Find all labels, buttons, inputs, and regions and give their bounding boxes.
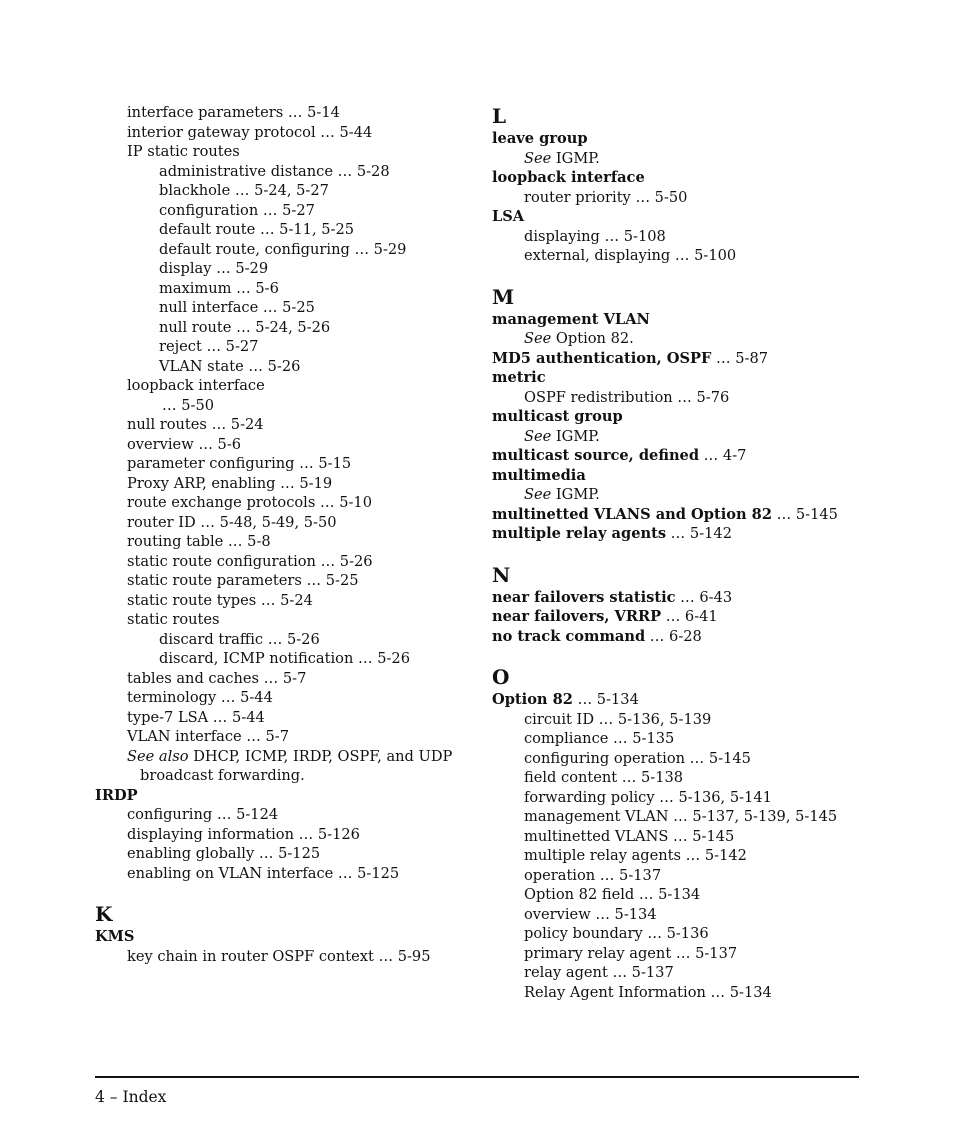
entry-text: parameter configuring … 5-15	[127, 455, 352, 472]
index-subentry	[95, 727, 475, 747]
index-letter-heading: M	[492, 284, 515, 309]
entry-text: multiple relay agents … 5-142	[524, 847, 747, 864]
entry-term: multimedia	[492, 466, 586, 484]
index-subentry	[95, 864, 475, 884]
index-subentry	[95, 337, 475, 357]
index-subentry	[95, 181, 475, 201]
index-subentry	[95, 298, 475, 318]
index-subentry	[95, 123, 475, 143]
entry-text: interface parameters … 5-14	[127, 104, 340, 121]
index-subentry	[95, 552, 475, 572]
index-subentry	[95, 415, 475, 435]
entry-text: static route parameters … 5-25	[127, 572, 359, 589]
entry-text: management VLAN … 5-137, 5-139, 5-145	[524, 808, 838, 825]
index-subentry	[95, 396, 475, 416]
entry-term: multicast group	[492, 408, 623, 425]
section-gap	[492, 266, 872, 284]
entry-text: operation … 5-137	[524, 866, 662, 884]
index-main-entry	[492, 168, 872, 188]
index-subentry	[95, 318, 475, 338]
entry-see-ref: See	[524, 427, 552, 445]
index-subentry	[492, 827, 872, 847]
page-footer: 4 – Index	[95, 1088, 167, 1106]
entry-text: enabling on VLAN interface … 5-125	[127, 864, 400, 882]
entry-term: multinetted VLANS and Option 82	[492, 505, 772, 523]
entry-text: displaying … 5-108	[524, 227, 666, 245]
index-subentry	[95, 610, 475, 630]
entry-text: default route … 5-11, 5-25	[159, 221, 355, 238]
entry-text: external, displaying … 5-100	[524, 247, 737, 264]
index-subentry	[95, 201, 475, 221]
index-subentry	[95, 688, 475, 708]
entry-text: administrative distance … 5-28	[159, 162, 390, 180]
index-subentry	[95, 825, 475, 845]
entry-text: IP static routes	[127, 143, 240, 160]
entry-text: static routes	[127, 611, 220, 628]
index-main-entry	[492, 368, 872, 388]
entry-term: near failovers statistic	[492, 588, 676, 606]
index-subentry	[95, 240, 475, 260]
index-subentry	[95, 805, 475, 825]
entry-text: multinetted VLANS … 5-145	[524, 827, 735, 845]
index-letter-heading: O	[492, 665, 510, 689]
entry-text: relay agent … 5-137	[524, 964, 674, 981]
index-subentry	[95, 142, 475, 162]
entry-text: configuring operation … 5-145	[524, 749, 751, 767]
entry-term: near failovers, VRRP	[492, 608, 662, 625]
entry-text: routing table … 5-8	[127, 533, 271, 550]
entry-text: … 5-134	[572, 691, 639, 708]
entry-text: discard, ICMP notification … 5-26	[159, 650, 411, 667]
index-main-entry	[492, 349, 872, 369]
index-main-entry	[492, 310, 872, 330]
index-main-entry	[492, 524, 872, 544]
index-subentry	[492, 924, 872, 944]
index-main-entry	[492, 207, 872, 227]
entry-term: loopback interface	[492, 169, 645, 186]
entry-term: no track command	[492, 627, 646, 645]
index-subentry	[95, 357, 475, 377]
entry-term: IRDP	[95, 786, 138, 804]
index-subentry	[492, 729, 872, 749]
index-subentry	[95, 259, 475, 279]
entry-text: policy boundary … 5-136	[524, 925, 709, 942]
entry-text: … 4-7	[699, 447, 747, 464]
entry-text: maximum … 5-6	[159, 279, 279, 297]
index-subentry	[492, 246, 872, 266]
entry-text: blackhole … 5-24, 5-27	[159, 182, 329, 199]
index-main-entry	[492, 129, 872, 149]
entry-text: circuit ID … 5-136, 5-139	[524, 710, 712, 728]
index-subentry	[492, 846, 872, 866]
entry-text: static route configuration … 5-26	[127, 552, 373, 570]
entry-text: compliance … 5-135	[524, 730, 675, 747]
index-subentry	[492, 149, 872, 169]
entry-text: discard traffic … 5-26	[159, 630, 320, 648]
entry-text: displaying information … 5-126	[127, 825, 360, 843]
index-subentry	[492, 485, 872, 505]
entry-text: Option 82 field … 5-134	[524, 886, 701, 903]
entry-term: MD5 authentication, OSPF	[492, 349, 712, 367]
entry-text: … 5-145	[771, 505, 838, 523]
index-main-entry	[492, 446, 872, 466]
index-subentry	[95, 454, 475, 474]
entry-text: … 5-142	[666, 525, 732, 542]
index-subentry	[492, 885, 872, 905]
index-main-entry	[95, 786, 475, 806]
entry-see-ref: See	[524, 149, 552, 167]
index-subentry	[95, 474, 475, 494]
index-subentry	[95, 376, 475, 396]
index-column-left	[95, 103, 475, 966]
entry-text: … 5-50	[162, 396, 215, 414]
index-subentry	[492, 427, 872, 447]
index-subentry	[492, 807, 872, 827]
entry-text: … 5-87	[711, 349, 769, 367]
entry-text: null routes … 5-24	[127, 416, 264, 433]
entry-term: leave group	[492, 130, 588, 147]
index-letter-heading: K	[95, 902, 113, 926]
index-main-entry	[492, 505, 872, 525]
index-main-entry	[492, 607, 872, 627]
entry-text: … 6-43	[675, 588, 733, 606]
index-subentry	[95, 435, 475, 455]
entry-term: multiple relay agents	[492, 525, 667, 542]
entry-text: enabling globally … 5-125	[127, 845, 321, 862]
index-subentry	[492, 329, 872, 349]
index-main-entry	[492, 466, 872, 486]
entry-term: KMS	[95, 928, 135, 945]
entry-text: key chain in router OSPF context … 5-95	[127, 947, 431, 965]
index-main-entry	[95, 927, 475, 947]
entry-text: configuring … 5-124	[127, 806, 279, 823]
index-subentry	[492, 388, 872, 408]
index-subentry	[492, 905, 872, 925]
entry-term: multicast source, defined	[492, 447, 700, 464]
entry-term: management VLAN	[492, 310, 650, 328]
index-subentry	[95, 708, 475, 728]
index-main-entry	[492, 690, 872, 710]
entry-text: … 6-28	[645, 627, 702, 645]
index-subentry	[492, 749, 872, 769]
index-subentry	[95, 279, 475, 299]
index-subentry	[492, 983, 872, 1003]
entry-text: Relay Agent Information … 5-134	[524, 983, 772, 1001]
entry-text: interior gateway protocol … 5-44	[127, 123, 373, 141]
index-letter-heading: N	[492, 562, 511, 587]
entry-see-ref: See also	[127, 747, 189, 765]
index-subentry	[95, 669, 475, 689]
index-main-entry	[492, 588, 872, 608]
entry-text: forwarding policy … 5-136, 5-141	[524, 788, 772, 806]
index-subentry	[492, 710, 872, 730]
entry-text: route exchange protocols … 5-10	[127, 494, 372, 511]
entry-text: reject … 5-27	[159, 338, 259, 355]
index-subentry	[95, 162, 475, 182]
index-subentry	[95, 649, 475, 669]
index-subentry	[95, 571, 475, 591]
index-subentry	[492, 788, 872, 808]
entry-text: IGMP.	[551, 427, 600, 445]
index-subentry	[95, 747, 475, 767]
entry-text: VLAN interface … 5-7	[127, 728, 290, 745]
index-subentry	[95, 630, 475, 650]
entry-text: broadcast forwarding.	[140, 767, 305, 784]
entry-term: Option 82	[492, 691, 573, 708]
entry-text: overview … 5-6	[127, 435, 242, 453]
entry-text: primary relay agent … 5-137	[524, 944, 738, 962]
index-subentry	[95, 532, 475, 552]
index-subentry	[95, 220, 475, 240]
index-column-right	[492, 103, 872, 1002]
index-subentry	[492, 188, 872, 208]
index-subentry	[492, 866, 872, 886]
entry-text: VLAN state … 5-26	[159, 357, 301, 375]
section-gap	[492, 646, 872, 664]
entry-text: display … 5-29	[159, 260, 269, 277]
index-subentry	[95, 103, 475, 123]
entry-text: overview … 5-134	[524, 905, 657, 923]
section-gap	[95, 883, 475, 901]
entry-text: terminology … 5-44	[127, 689, 273, 706]
entry-term: LSA	[492, 208, 525, 225]
index-subentry	[95, 493, 475, 513]
entry-text: OSPF redistribution … 5-76	[524, 388, 730, 406]
entry-text: loopback interface	[127, 377, 265, 394]
index-subentry	[95, 513, 475, 533]
index-subentry	[95, 766, 475, 786]
index-subentry	[95, 591, 475, 611]
entry-text: tables and caches … 5-7	[127, 669, 307, 687]
entry-text: IGMP.	[551, 149, 600, 167]
index-main-entry	[492, 627, 872, 647]
entry-see-ref: See	[524, 486, 552, 503]
entry-see-ref: See	[524, 330, 552, 347]
entry-text: Option 82.	[551, 330, 634, 347]
entry-term: metric	[492, 369, 546, 386]
entry-text: configuration … 5-27	[159, 201, 315, 219]
entry-text: … 6-41	[661, 608, 718, 625]
entry-text: type-7 LSA … 5-44	[127, 708, 265, 726]
index-subentry	[95, 844, 475, 864]
index-main-entry	[492, 407, 872, 427]
entry-text: IGMP.	[551, 486, 600, 503]
entry-text: static route types … 5-24	[127, 591, 313, 609]
entry-text: null route … 5-24, 5-26	[159, 318, 331, 336]
footer-rule	[95, 1076, 859, 1078]
entry-text: router ID … 5-48, 5-49, 5-50	[127, 513, 337, 531]
index-subentry	[492, 963, 872, 983]
entry-text: field content … 5-138	[524, 769, 684, 786]
entry-text: null interface … 5-25	[159, 299, 315, 316]
index-subentry	[492, 944, 872, 964]
section-gap	[492, 544, 872, 562]
index-subentry	[492, 227, 872, 247]
entry-text: default route, configuring … 5-29	[159, 240, 407, 258]
index-subentry	[95, 947, 475, 967]
index-subentry	[492, 768, 872, 788]
index-letter-heading: L	[492, 104, 507, 128]
entry-text: Proxy ARP, enabling … 5-19	[127, 474, 333, 492]
entry-text: router priority … 5-50	[524, 188, 688, 206]
entry-text: DHCP, ICMP, IRDP, OSPF, and UDP	[188, 747, 453, 765]
